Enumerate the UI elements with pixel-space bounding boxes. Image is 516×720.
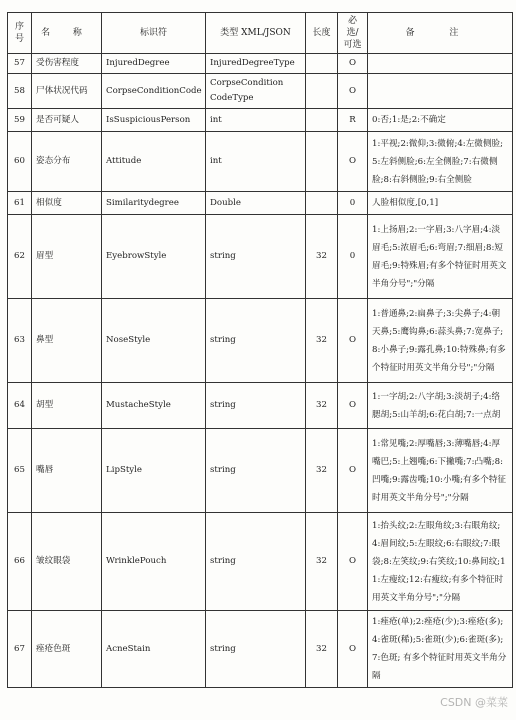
row-number: 58 xyxy=(8,74,32,109)
row-name: 嘴唇 xyxy=(32,429,102,513)
row-required: O xyxy=(338,611,368,688)
header-no: 序号 xyxy=(8,13,32,54)
row-length xyxy=(306,74,338,109)
row-identifier: WrinklePouch xyxy=(102,513,206,611)
row-type: string xyxy=(206,383,306,429)
row-type: CorpseCondition CodeType xyxy=(206,74,306,109)
row-number: 66 xyxy=(8,513,32,611)
watermark: CSDN @菜菜 xyxy=(440,696,508,709)
row-name: 皱纹眼袋 xyxy=(32,513,102,611)
row-length xyxy=(306,109,338,132)
row-required: 0 xyxy=(338,215,368,299)
row-required: O xyxy=(338,429,368,513)
row-length: 32 xyxy=(306,513,338,611)
table-row xyxy=(8,513,513,611)
table-row xyxy=(8,299,513,383)
row-identifier: Similaritydegree xyxy=(102,192,206,215)
row-required: O xyxy=(338,383,368,429)
row-required: O xyxy=(338,513,368,611)
row-identifier: NoseStyle xyxy=(102,299,206,383)
row-number: 64 xyxy=(8,383,32,429)
row-identifier: MustacheStyle xyxy=(102,383,206,429)
row-type: Double xyxy=(206,192,306,215)
row-length: 32 xyxy=(306,383,338,429)
row-number: 62 xyxy=(8,215,32,299)
row-identifier: Attitude xyxy=(102,132,206,192)
row-number: 65 xyxy=(8,429,32,513)
row-note: 0:否;1:是;2:不确定 xyxy=(368,109,513,132)
header-type: 类型 XML/JSON xyxy=(206,13,306,54)
header-note-text: 备 注 xyxy=(405,28,475,38)
row-note: 1:普通鼻;2:扁鼻子;3:尖鼻子;4:朝天鼻;5:鹰钩鼻;6:蒜头鼻;7:宽鼻子;8:小鼻子;9:露孔鼻;10:特殊鼻;有多个特征时用英文半角分号";"分隔 xyxy=(368,299,513,383)
row-required: O xyxy=(338,132,368,192)
row-type: int xyxy=(206,109,306,132)
row-name: 胡型 xyxy=(32,383,102,429)
row-type: string xyxy=(206,215,306,299)
row-length: 32 xyxy=(306,215,338,299)
row-type: string xyxy=(206,611,306,688)
table-row xyxy=(8,611,513,688)
row-identifier: AcneStain xyxy=(102,611,206,688)
row-type: string xyxy=(206,513,306,611)
table-row xyxy=(8,215,513,299)
row-note xyxy=(368,54,513,74)
table-header-row xyxy=(8,13,513,54)
row-identifier: EyebrowStyle xyxy=(102,215,206,299)
field-definition-table xyxy=(7,12,513,688)
row-length: 32 xyxy=(306,611,338,688)
row-name: 尸体状况代码 xyxy=(32,74,102,109)
row-type: int xyxy=(206,132,306,192)
row-required: O xyxy=(338,54,368,74)
row-note: 1:抬头纹;2:左眼角纹;3:右眼角纹;4:眉间纹;5:左眼纹;6:右眼纹;7:眼袋;8:左笑纹;9:右笑纹;10:鼻间纹;11:左瘦纹;12:右瘦纹;有多个特征时用英文半角分号";"分隔 xyxy=(368,513,513,611)
row-type: string xyxy=(206,299,306,383)
header-length: 长度 xyxy=(306,13,338,54)
row-name: 眉型 xyxy=(32,215,102,299)
row-name: 痤疮色斑 xyxy=(32,611,102,688)
row-name: 相似度 xyxy=(32,192,102,215)
row-number: 61 xyxy=(8,192,32,215)
row-identifier: IsSuspiciousPerson xyxy=(102,109,206,132)
row-name: 鼻型 xyxy=(32,299,102,383)
row-length xyxy=(306,54,338,74)
row-name: 姿态分布 xyxy=(32,132,102,192)
row-note: 1:平视;2:微仰;3:微俯;4:左微侧脸;5:左斜侧脸;6:左全侧脸;7:右微侧脸;8:右斜侧脸;9:右全侧脸 xyxy=(368,132,513,192)
table-row xyxy=(8,429,513,513)
row-required: R xyxy=(338,109,368,132)
row-length xyxy=(306,132,338,192)
row-note: 1:上扬眉;2:一字眉;3:八字眉;4:淡眉毛;5:浓眉毛;6:弯眉;7:细眉;8:短眉毛;9:特殊眉;有多个特征时用英文半角分号";"分隔 xyxy=(368,215,513,299)
row-note: 人脸相似度,[0,1] xyxy=(368,192,513,215)
table-row xyxy=(8,74,513,109)
table-row xyxy=(8,383,513,429)
row-name: 受伤害程度 xyxy=(32,54,102,74)
row-note: 1:常见嘴;2:厚嘴唇;3:薄嘴唇;4:厚嘴巴;5:上翘嘴;6:下撇嘴;7:凸嘴;8:凹嘴;9:露齿嘴;10:小嘴;有多个特征时用英文半角分号";"分隔 xyxy=(368,429,513,513)
row-note: 1:痤疮(单);2:痤疮(少);3:痤疮(多);4:雀斑(稀);5:雀斑(少);6:雀斑(多);7:色斑; 有多个特征时用英文半角分隔 xyxy=(368,611,513,688)
table-row xyxy=(8,192,513,215)
row-name: 是否可疑人 xyxy=(32,109,102,132)
row-required: 0 xyxy=(338,192,368,215)
row-identifier: CorpseConditionCode xyxy=(102,74,206,109)
header-identifier: 标识符 xyxy=(102,13,206,54)
header-name xyxy=(32,13,102,54)
row-type: string xyxy=(206,429,306,513)
table-row xyxy=(8,109,513,132)
table-row xyxy=(8,132,513,192)
row-required: O xyxy=(338,299,368,383)
row-length xyxy=(306,192,338,215)
row-identifier: LipStyle xyxy=(102,429,206,513)
row-number: 59 xyxy=(8,109,32,132)
row-length: 32 xyxy=(306,429,338,513)
row-note xyxy=(368,74,513,109)
header-required: 必选/可选 xyxy=(338,13,368,54)
row-number: 60 xyxy=(8,132,32,192)
row-length: 32 xyxy=(306,299,338,383)
table-row xyxy=(8,54,513,74)
row-required: O xyxy=(338,74,368,109)
row-number: 67 xyxy=(8,611,32,688)
row-number: 63 xyxy=(8,299,32,383)
row-number: 57 xyxy=(8,54,32,74)
row-type: InjuredDegreeType xyxy=(206,54,306,74)
header-note xyxy=(368,13,513,54)
row-identifier: InjuredDegree xyxy=(102,54,206,74)
header-name-text: 名 称 xyxy=(41,28,92,38)
row-note: 1:一字胡;2:八字胡;3:淡胡子;4:络腮胡;5:山羊胡;6:花白胡;7:一点胡 xyxy=(368,383,513,429)
